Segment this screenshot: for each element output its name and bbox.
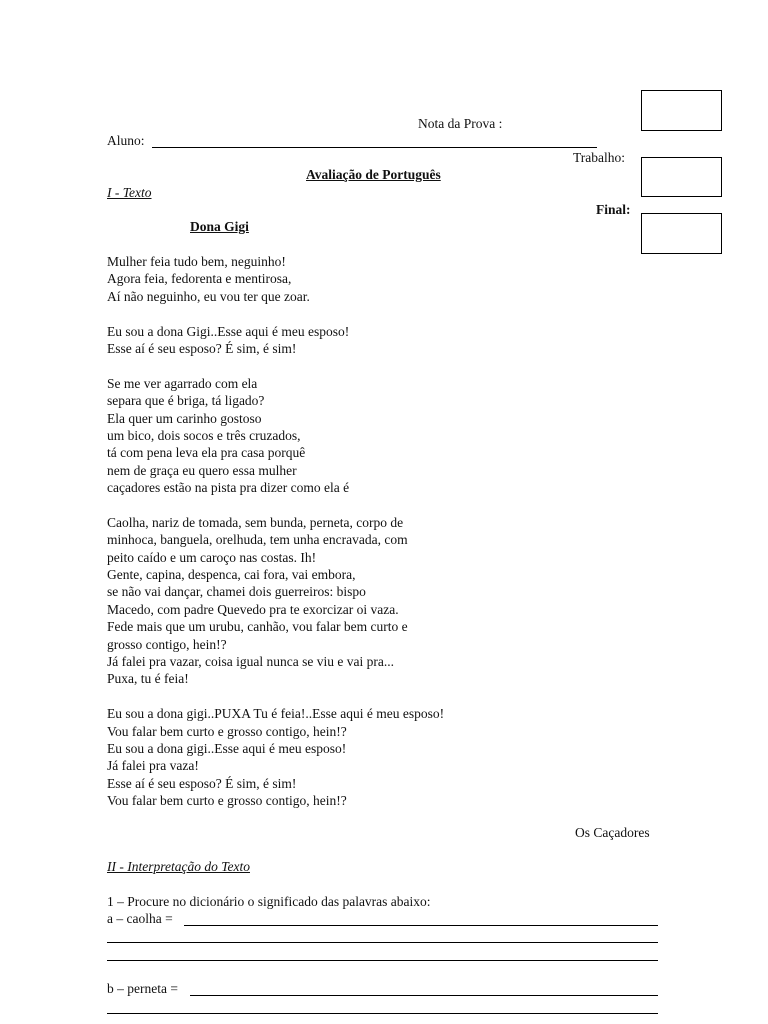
poem-line: nem de graça eu quero essa mulher [107,462,297,478]
answer-line-b1[interactable] [190,995,658,996]
poem-line: peito caído e um caroço nas costas. Ih! [107,549,317,565]
nota-box[interactable] [641,90,722,131]
nota-label: Nota da Prova : [418,116,503,131]
aluno-name-line[interactable] [152,147,597,148]
poem-line: Mulher feia tudo bem, neguinho! [107,254,286,269]
poem-line: grosso contigo, hein!? [107,636,227,652]
poem-line: Eu sou a dona gigi..Esse aqui é meu esposo! [107,740,347,756]
poem-line: separa que é briga, tá ligado? [107,393,265,409]
poem-line: Eu sou a dona gigi..PUXA Tu é feia!..Esse aqui é meu esposo! [107,706,445,722]
final-label: Final: [596,202,631,217]
poem-line: Fede mais que um urubu, canhão, vou falar bem curto e [107,619,408,635]
poem-line: Eu sou a dona Gigi..Esse aqui é meu esposo! [107,323,350,339]
poem-line: Macedo, com padre Quevedo pra te exorcizar oi vaza. [107,601,399,617]
song-title: Dona Gigi [190,219,249,234]
answer-line-a1[interactable] [184,925,658,926]
answer-line-b2[interactable] [107,1013,658,1014]
poem-line: Esse aí é seu esposo? É sim, é sim! [107,775,297,791]
stanza-gap [107,496,444,513]
poem-line: Vou falar bem curto e grosso contigo, hein!? [107,793,347,809]
poem-line: se não vai dançar, chamei dois guerreiros: bispo [107,584,366,600]
poem-line: caçadores estão na pista pra dizer como ela é [107,480,350,496]
stanza-gap [107,305,444,322]
stanza-gap [107,688,444,705]
poem-line: Já falei pra vaza! [107,758,199,774]
poem-line: Aí não neguinho, eu vou ter que zoar. [107,288,310,304]
stanza-gap [107,357,444,374]
answer-line-a2[interactable] [107,942,658,943]
poem-line: um bico, dois socos e três cruzados, [107,427,301,443]
poem-line: Se me ver agarrado com ela [107,375,258,391]
poem-text [107,253,444,810]
poem-line: minhoca, banguela, orelhuda, tem unha encravada, com [107,532,408,548]
poem-line: Gente, capina, despenca, cai fora, vai embora, [107,567,356,583]
poem-line: Já falei pra vazar, coisa igual nunca se viu e vai pra... [107,653,394,669]
poem-line: Vou falar bem curto e grosso contigo, hein!? [107,723,347,739]
section2-heading: II - Interpretação do Texto [107,859,250,874]
answer-line-a3[interactable] [107,960,658,961]
poem-line: Caolha, nariz de tomada, sem bunda, perneta, corpo de [107,514,404,530]
trabalho-label: Trabalho: [573,150,626,165]
final-box[interactable] [641,213,722,254]
poem-line: Agora feia, fedorenta e mentirosa, [107,271,292,287]
question-1: 1 – Procure no dicionário o significado das palavras abaixo: [107,894,431,909]
poem-line: Ela quer um carinho gostoso [107,410,262,426]
item-b-label: b – perneta = [107,981,178,996]
item-a-label: a – caolha = [107,911,173,926]
aluno-label: Aluno: [107,133,145,148]
poem-author: Os Caçadores [575,825,650,840]
poem-line: Esse aí é seu esposo? É sim, é sim! [107,340,297,356]
trabalho-box[interactable] [641,157,722,197]
poem-line: Puxa, tu é feia! [107,671,189,687]
exam-title: Avaliação de Português [306,167,441,182]
section1-heading: I - Texto [107,185,152,200]
poem-line: tá com pena leva ela pra casa porquê [107,445,306,461]
